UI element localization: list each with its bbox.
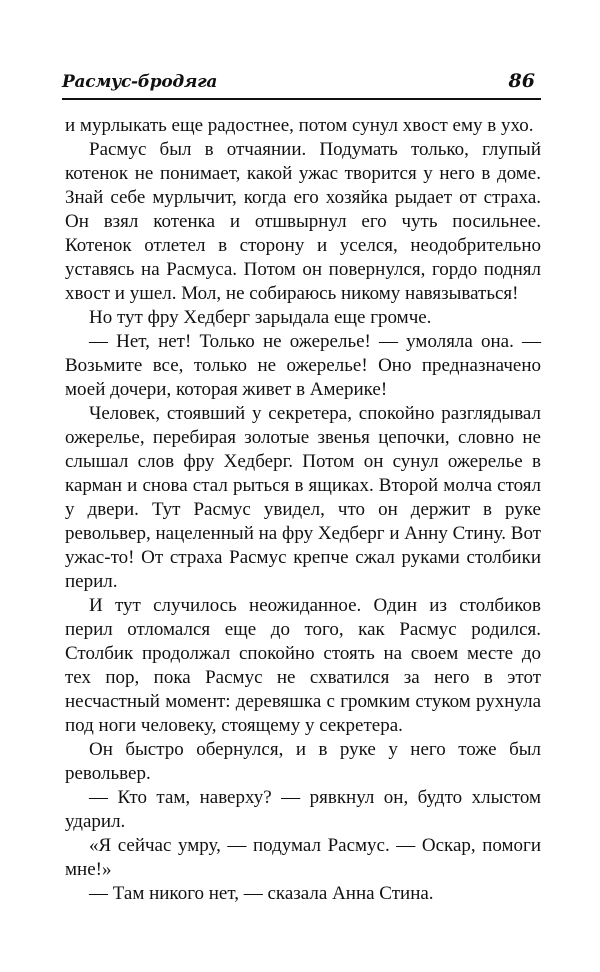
body-text — [65, 114, 541, 906]
paragraph: Но тут фру Хедберг зарыдала еще громче. — [89, 307, 432, 328]
paragraph: «Я сейчас умру, — подумал Расмус. — Оскар, помоги мне!» — [65, 835, 541, 880]
page-number: 86 — [508, 70, 535, 92]
book-title: Расмус-бродяга — [62, 72, 218, 92]
paragraph: — Кто там, наверху? — рявкнул он, будто хлыстом ударил. — [65, 787, 541, 832]
paragraph: и мурлыкать еще радостнее, потом сунул хвост ему в ухо. — [65, 115, 534, 136]
paragraph: Расмус был в отчаянии. Подумать только, глупый котенок не понимает, какой ужас творится у него в доме. Знай себе мурлычит, когда его хозяйка рыдает от страха. Он взял котенка и отшвырнул его чуть посильнее. Котенок отлетел в сторону и уселся, неодобрительно уставясь на Расмуса. Потом он повернулся, гордо поднял хвост и ушел. Мол, не собираюсь никому навязываться! — [65, 139, 541, 304]
running-header — [62, 70, 541, 100]
paragraph: Человек, стоявший у секретера, спокойно разглядывал ожерелье, перебирая золотые звенья цепочки, словно не слышал слов фру Хедберг. Потом он сунул ожерелье в карман и снова стал рыться в ящиках. Второй молча стоял у двери. Тут Расмус увидел, что он держит в руке револьвер, нацеленный на фру Хедберг и Анну Стину. Вот ужас-то! От страха Расмус крепче сжал руками столбики перил. — [65, 403, 541, 592]
paragraph: — Там никого нет, — сказала Анна Стина. — [89, 883, 434, 904]
paragraph: И тут случилось неожиданное. Один из столбиков перил отломался еще до того, как Расмус родился. Столбик продолжал спокойно стоять на своем месте до тех пор, пока Расмус не схватился за него в этот несчастный момент: деревяшка с громким стуком рухнула под ноги человеку, стоящему у секретера. — [65, 595, 541, 736]
paragraph: — Нет, нет! Только не ожерелье! — умоляла она. — Возьмите все, только не ожерелье! Оно предназначено моей дочери, которая живет в Америке! — [65, 331, 541, 400]
paragraph: Он быстро обернулся, и в руке у него тоже был револьвер. — [65, 739, 541, 784]
